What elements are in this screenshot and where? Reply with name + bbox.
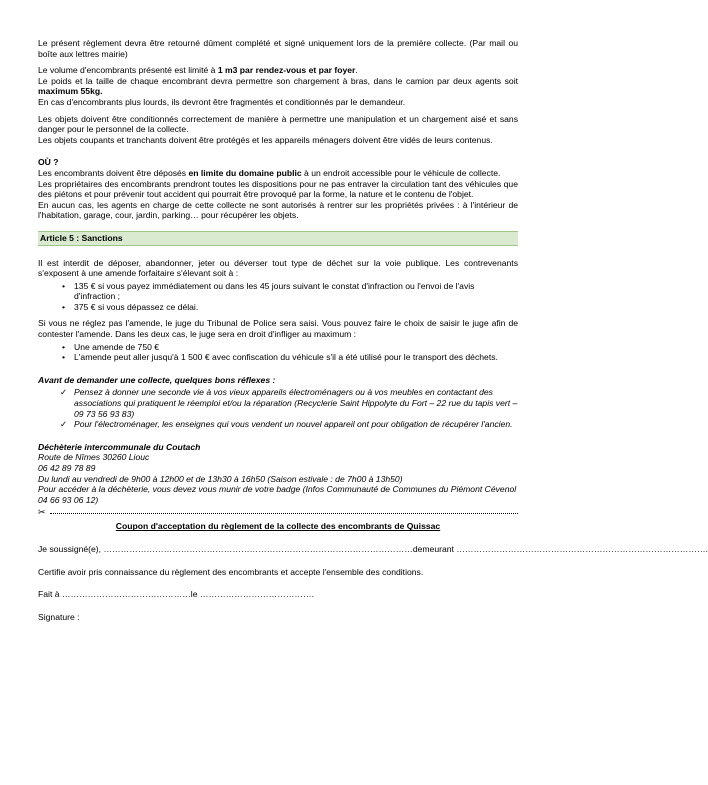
heavy-items-note: En cas d'encombrants plus lourds, ils devront être fragmentés et conditionnés par le demandeur. [38,96,406,107]
coupon-name-line[interactable]: Je soussigné(e), ………………………………………………………………………………………………demeurant ……………………………………………………………………………. [38,543,708,554]
check-icon: ✓ [60,387,68,398]
reflexes-heading: Avant de demander une collecte, quelques bons réflexes : [38,374,276,385]
list-item: • Une amende de 750 € [62,341,160,352]
cut-line [38,507,518,517]
article-5-heading: Article 5 : Sanctions [38,231,518,246]
coupon-place-date-line[interactable]: Fait à ………………………………………le …………………………………. [38,589,314,600]
dechetterie-phone: 06 42 89 78 89 [38,463,96,473]
check-icon: ✓ [60,419,68,430]
dechetterie-note: Pour accéder à la déchèterie, vous devez vous munir de votre badge (Infos Communauté de Communes du Piémont Cévenol 04 66 93 06 12) [38,484,517,505]
court-paragraph: Si vous ne réglez pas l'amende, le juge du Tribunal de Police sera saisi. Vous pouvez faire le choix de saisir le juge afin de contester l'amende. Dans les deux cas, le juge sera en droit d'infliger au maximum : [38,318,518,340]
coupon-certification: Certifie avoir pris connaissance du règlement des encombrants et accepte l'ensemble des conditions. [38,566,424,577]
coupon-title: Coupon d'acceptation du règlement de la collecte des encombrants de Quissac [115,521,441,532]
list-item: • 135 € si vous payez immédiatement ou dans les 45 jours suivant le constat d'infraction ou l'envoi de l'avis d'infraction ; [62,280,475,302]
where-heading: OÙ ? [38,157,59,168]
address-field[interactable]: ……………………………………………………………………………. [456,543,708,554]
list-item: ✓ Pour l'électroménager, les enseignes qui vous vendent un nouvel appareil ont pour obligation de récupérer l'ancien. [60,419,513,430]
dechetterie-hours: Du lundi au vendredi de 9h00 à 12h00 et de 13h30 à 16h50 (Saison estivale : de 7h00 à 13h50) [38,473,403,484]
sharp-objects-rule: Les objets coupants et tranchants doivent être protégés et les appareils ménagers doivent être vidés de leurs contenus. [38,134,493,145]
bullet-icon: • [62,352,66,363]
dechetterie-title: Déchèterie intercommunale du Coutach [38,441,201,452]
fine-list [38,281,518,313]
reflexes-list [38,387,518,429]
sanctions-intro: Il est interdit de déposer, abandonner, jeter ou déverser tout type de déchet sur la voie publique. Les contrevenants s'exposent à une amende forfaitaire s'élevant soit à : [38,257,518,279]
list-item: • 375 € si vous dépassez ce délai. [62,301,199,312]
place-field[interactable]: ……………………………………… [61,589,191,600]
where-location: Les encombrants doivent être déposés en limite du domaine public à un endroit accessible pour le véhicule de collecte. [38,167,501,178]
packaging-rule: Les objets doivent être conditionnés correctement de manière à permettre une manipulation et un chargement aisé et sans danger pour le personnel de la collecte. [38,113,518,135]
return-instructions: Le présent règlement devra être retourné dûment complété et signé uniquement lors de la première collecte. (Par mail ou boîte aux lettres mairie) [38,38,518,59]
scissors-icon: ✂ [38,507,46,518]
list-item: ✓ Pensez à donner une seconde vie à vos vieux appareils électroménagers ou à vos meubles en contactant des associations qui pratiquent le réemploi et/ou la réparation (Recyclerie Saint Hippolyte du Fort – 22 rue du tapis vert – 09 73 56 93 83) [60,387,518,419]
bullet-icon: • [62,341,66,352]
document-page [38,38,708,622]
where-precautions: Les propriétaires des encombrants prendront toutes les dispositions pour ne pas entraver la circulation tant des véhicules que des piétons et pour prévenir tout accident qui pourrait être provoqué par la forme, la nature et le contenu de l'objet. [38,178,518,200]
dechetterie-address: Route de Nîmes 30260 Liouc [38,452,150,463]
penalty-list [38,342,518,363]
where-private-property: En aucun cas, les agents en charge de cette collecte ne sont autorisés à rentrer sur les propriétés privées : à l'intérieur de l'habitation, garage, cour, jardin, parking… pour récupérer les objets. [38,199,518,221]
volume-limit: Le volume d'encombrants présenté est limité à 1 m3 par rendez-vous et par foyer. [38,65,358,76]
date-field[interactable]: …………………………………. [199,589,314,600]
bullet-icon: • [62,301,66,312]
signature-label: Signature : [38,611,80,622]
dotted-divider [50,513,518,514]
weight-limit: Le poids et la taille de chaque encombrant devra permettre son chargement à bras, dans le camion par deux agents soit maximum 55kg. [38,75,518,97]
bullet-icon: • [62,280,66,291]
list-item: • L'amende peut aller jusqu'à 1 500 € avec confiscation du véhicule s'il a été utilisé pour le transport des déchets. [62,352,498,363]
name-field[interactable]: ……………………………………………………………………………………………… [103,543,413,554]
